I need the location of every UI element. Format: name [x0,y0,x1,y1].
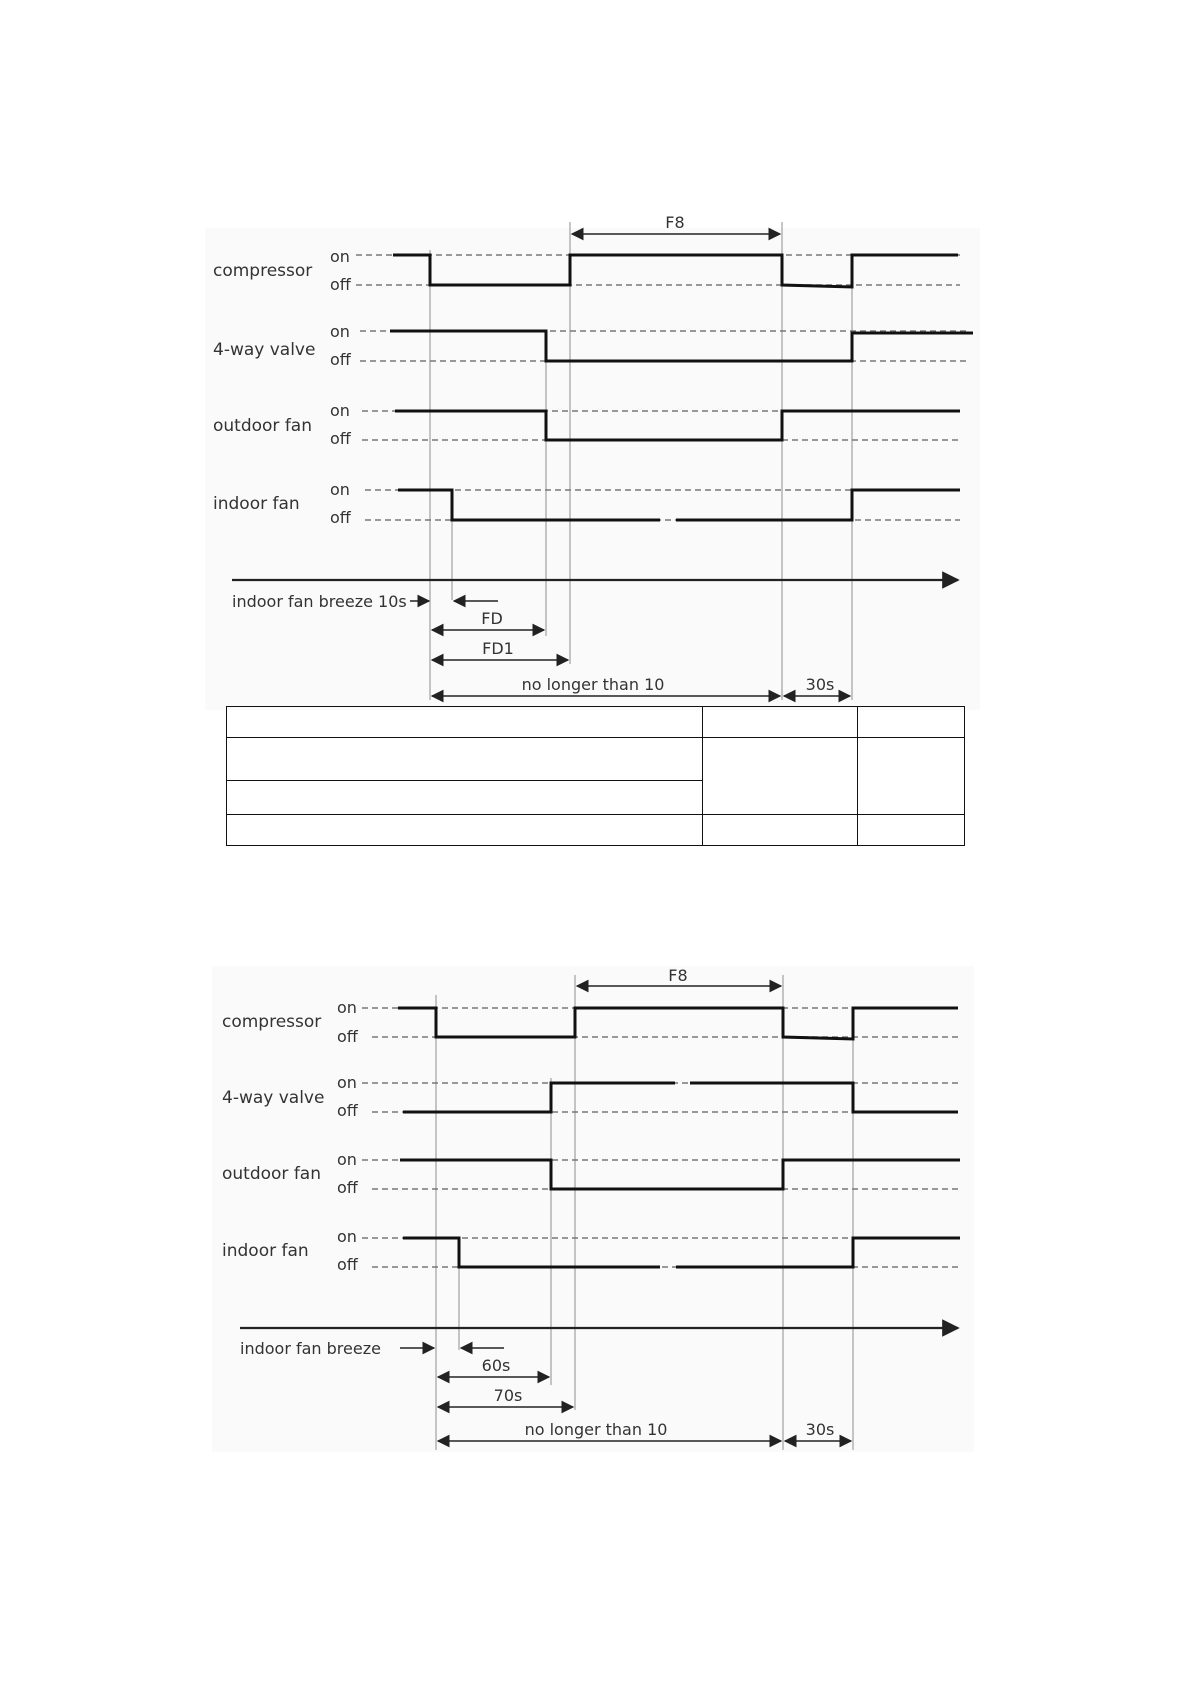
signal-label-indoor-fan: indoor fan [222,1241,309,1261]
state-label-off: off [337,1255,358,1274]
fd-interval-label: FD [481,609,503,628]
state-label-off: off [337,1101,358,1120]
state-label-on: on [337,1227,357,1246]
state-label-off: off [330,429,351,448]
table-row [227,814,965,845]
diagram-1-background [205,228,980,710]
fd1-interval-label: 70s [493,1386,523,1405]
state-label-off: off [337,1027,358,1046]
state-label-on: on [330,322,350,341]
indoor-fan-breeze-label: indoor fan breeze [240,1339,381,1358]
state-label-on: on [330,401,350,420]
state-label-on: on [337,1073,357,1092]
state-label-on: on [337,1150,357,1169]
state-label-on: on [337,998,357,1017]
state-label-off: off [330,275,351,294]
table-row [227,738,965,780]
diagram-2-background [212,966,974,1452]
state-label-off: off [330,508,351,527]
table-cell [858,738,965,815]
fd1-interval-label: FD1 [482,639,514,658]
table-cell [703,738,858,815]
end-interval-label: 30s [805,675,835,694]
table-cell [703,707,858,738]
table-cell [858,707,965,738]
signal-label-indoor-fan: indoor fan [213,494,300,514]
signal-label-compressor: compressor [222,1012,322,1032]
signal-label-compressor: compressor [213,261,313,281]
table-cell [227,738,703,780]
table-cell [858,814,965,845]
table-cell [703,814,858,845]
signal-label-outdoor-fan: outdoor fan [213,416,313,436]
signal-label-4-way-valve: 4-way valve [213,340,316,360]
state-label-on: on [330,480,350,499]
f8-interval-label: F8 [665,213,685,232]
end-interval-label: 30s [805,1420,835,1439]
duration-interval-label: no longer than 10 [521,675,665,694]
table-cell [227,780,703,814]
fd-interval-label: 60s [481,1356,511,1375]
signal-label-outdoor-fan: outdoor fan [222,1164,322,1184]
parameter-table [226,706,965,846]
table-row [227,707,965,738]
table-cell [227,814,703,845]
timing-diagram-2 [212,966,974,1452]
state-label-off: off [330,350,351,369]
indoor-fan-breeze-label: indoor fan breeze 10s [232,592,407,611]
timing-diagram-1 [205,213,980,710]
table-cell [227,707,703,738]
state-label-on: on [330,247,350,266]
duration-interval-label: no longer than 10 [524,1420,668,1439]
signal-label-4-way-valve: 4-way valve [222,1088,325,1108]
f8-interval-label: F8 [668,966,688,985]
state-label-off: off [337,1178,358,1197]
